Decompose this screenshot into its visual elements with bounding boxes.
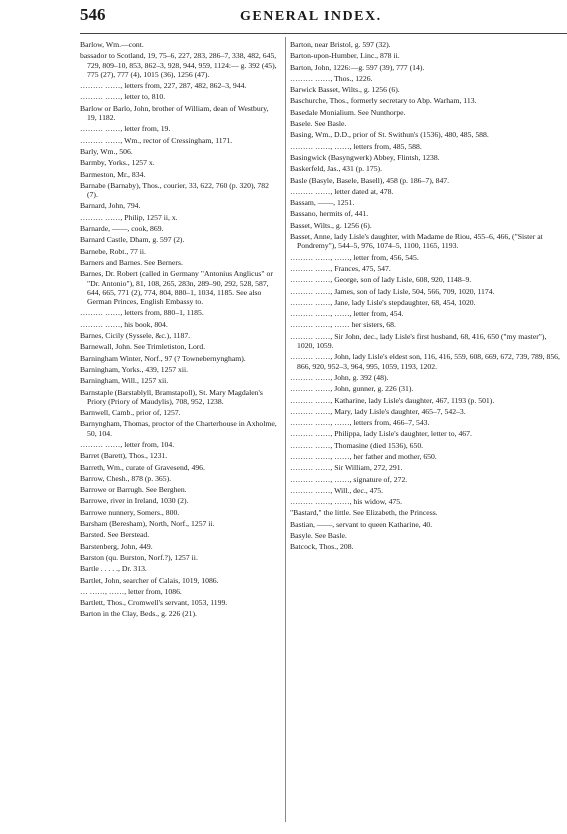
index-entry: ……… ……, ……, his widow, 475. [290,497,403,507]
index-entry: ……… ……, ……, letters from, 466–7, 543. [290,418,430,428]
index-entry: Bartle . . . . ., Dr. 313. [80,564,147,574]
index-entry: Bartlet, John, searcher of Calais, 1019, 1086. [80,575,219,585]
index-entry: Barners and Barnes. See Berners. [80,257,183,267]
index-entry: ……… ……, his book, 804. [80,319,168,329]
index-entry: Barmby, Yorks., 1257 x. [80,158,155,168]
index-entry: Barnstaple (Barstablyll, Bramstapoll), St. Mary Magdalen's Priory (Priory of Maudylis), 708, 952, 1238. [80,387,263,406]
index-entry: Barnwell, Camb., prior of, 1257. [80,408,181,418]
index-column-left [80,40,280,619]
index-entry: ……… ……, Katharine, lady Lisle's daughter, 467, 1193 (p. 501). [290,395,495,405]
index-entry: ……… ……, John, g. 392 (48). [290,372,389,382]
index-entry: Barsted. See Berstead. [80,530,150,540]
index-entry: … ……, ……, letter from, 1086. [80,586,182,596]
index-entry: ……… ……, John, lady Lisle's eldest son, 116, 416, 559, 608, 669, 672, 739, 789, 856, 866, 920, 952–3, 964, 995, 1059, 1193, 1202. [290,352,560,371]
index-entry: ……… ……, Jane, lady Lisle's stepdaughter, 68, 454, 1020. [290,297,476,307]
index-entry: Barnes, Dr. Robert (called in Germany "Antonius Anglicus" or "Dr. Antonio"), 81, 108, 265, 283n, 289–90, 292, 528, 587, 644, 665, 771 (2), 774, 804, 880–1, 1034, 1185. See also German Princes, English Embassy to. [80,269,273,307]
index-entry: Basset, Anne, lady Lisle's daughter, with Madame de Riou, 455–6, 466, ("Sister at Pondremy"), 544–5, 976, 1074–5, 1100, 1165, 1193. [290,232,543,251]
index-entry: Basyle. See Basle. [290,531,347,541]
index-entry: ……… ……, letter to, 810. [80,92,166,102]
index-entry: Barwick Basset, Wilts., g. 1256 (6). [290,85,400,95]
index-entry: ……… ……, Philippa, lady Lisle's daughter, letter to, 467. [290,429,472,439]
index-entry: Basle (Basyle, Basele, Basell), 458 (p. 186–7), 847. [290,175,450,185]
index-entry: ……… ……, James, son of lady Lisle, 504, 566, 709, 1020, 1174. [290,286,495,296]
index-entry: ……… ……, ……, letters from, 485, 588. [290,141,422,151]
index-entry: ……… ……, Sir William, 272, 291. [290,463,403,473]
index-entry: "Bastard," the little. See Elizabeth, the Princess. [290,508,438,518]
index-entry: Basset, Wilts., g. 1256 (6). [290,220,372,230]
index-entry: ……… ……, letter dated at, 478. [290,186,394,196]
index-entry: Barnes, Cicily (Syssele, &c.), 1187. [80,331,191,341]
index-entry: Barston (qu. Burston, Norf.?), 1257 ii. [80,552,198,562]
page-number: 546 [80,5,106,24]
index-entry: ……… ……, letters from, 880–1, 1185. [80,308,204,318]
index-entry: Basingwick (Basyngwerk) Abbey, Flintsh, 1238. [290,152,440,162]
index-entry: bassador to Scotland, 19, 75–6, 227, 283, 286–7, 338, 482, 645, 729, 809–10, 853, 862–3, 928, 944, 959, 1124:— g. 392 (45), 775 (27), 777 (4), 1015 (36), 1256 (47). [80,51,277,79]
index-entry: Barnewall, John. See Trimletiston, Lord. [80,342,206,352]
index-entry: Barton-upon-Humber, Linc., 878 ii. [290,51,400,61]
index-entry: Barton, near Bristol, g. 597 (32). [290,40,391,49]
index-entry: Barnard Castle, Dham, g. 597 (2). [80,235,185,245]
index-entry: Basele. See Basle. [290,119,347,129]
index-entry: Batcock, Thos., 208. [290,542,354,552]
index-entry: ……… ……, Wm., rector of Cressingham, 1171. [80,135,233,145]
index-entry: Barly, Wm., 506. [80,146,133,156]
index-entry: ……… ……, Will., dec., 475. [290,485,384,495]
index-entry: ……… ……, Sir John, dec., lady Lisle's first husband, 68, 416, 650 ("my master"), 1020, 1059. [290,331,547,351]
column-divider [285,37,286,822]
index-entry: Barrowe, river in Ireland, 1030 (2). [80,496,189,506]
index-entry: Baskerfeld, Jas., 431 (p. 175). [290,164,383,174]
index-entry: Barningham, Will., 1257 xii. [80,376,169,386]
index-entry: ……… ……, letters from, 227, 287, 482, 862–3, 944. [80,81,247,91]
index-entry: Bartlett, Thos., Cromwell's servant, 1053, 1199. [80,598,228,608]
index-entry: Barnebe, Robt., 77 ii. [80,246,146,256]
index-entry: Barnyngham, Thomas, proctor of the Charterhouse in Axholme, 50, 104. [80,419,277,438]
page-title: GENERAL INDEX. [240,9,382,24]
header-rule [80,33,567,34]
index-entry: Barreth, Wm., curate of Gravesend, 496. [80,462,205,472]
index-entry: ……… ……, letter from, 104. [80,439,175,449]
page-header [80,5,565,31]
index-entry: Barlow or Barlo, John, brother of William, dean of Westbury, 19, 1182. [80,103,269,123]
index-entry: Bassam, ——, 1251. [290,198,355,208]
index-entry: Barrow, Chesh., 878 (p. 365). [80,473,172,483]
index-entry: Barret (Barett), Thos., 1231. [80,451,168,461]
index-entry: Bassano, hermits of, 441. [290,209,369,219]
index-entry: ……… ……, ……, signature of, 272. [290,474,408,484]
index-entry: Barnard, John, 794. [80,201,141,211]
index-entry: ……… ……, …… her sisters, 68. [290,320,396,330]
index-entry: ……… ……, Thomasine (died 1536), 650. [290,440,424,450]
index-entry: Baschurche, Thos., formerly secretary to Abp. Warham, 113. [290,96,477,106]
index-entry: Barningham, Yorks., 439, 1257 xii. [80,364,189,374]
index-entry: Barton in the Clay, Beds., g. 226 (21). [80,609,197,619]
index-entry: Barstenberg, John, 449. [80,541,153,551]
index-entry: Basing, Wm., D.D., prior of St. Swithun's (1536), 480, 485, 588. [290,130,489,140]
index-entry: ……… ……, letter from, 19. [80,124,171,134]
index-entry: Barlow, Wm.—cont. [80,40,144,49]
index-entry: Barnarde, ——, cook, 869. [80,224,164,234]
index-entry: ……… ……, George, son of lady Lisle, 608, 920, 1148–9. [290,275,472,285]
index-entry: ……… ……, ……, her father and mother, 650. [290,451,437,461]
index-entry: ……… ……, Frances, 475, 547. [290,263,391,273]
index-entry: ……… ……, John, gunner, g. 226 (31). [290,384,414,394]
index-entry: ……… ……, ……, letter from, 456, 545. [290,252,419,262]
index-entry: Barton, John, 1226:—g. 597 (39), 777 (14). [290,62,425,72]
index-entry: ……… ……, Philip, 1257 ii, x. [80,212,178,222]
index-entry: Barmeston, Mr., 834. [80,169,146,179]
index-entry: ……… ……, Mary, lady Lisle's daughter, 465–7, 542–3. [290,406,466,416]
index-column-right [290,40,563,552]
index-entry: Basedale Monialium. See Nunthorpe. [290,107,406,117]
index-entry: Barningham Winter, Norf., 97 (? Townebernyngham). [80,353,246,363]
index-entry: Barsham (Beresham), North, Norf., 1257 ii. [80,519,215,529]
index-entry: ……… ……, ……, letter from, 454. [290,309,404,319]
index-entry: Bastian, ——, servant to queen Katharine, 40. [290,519,433,529]
index-entry: Barnabe (Barnaby), Thos., courier, 33, 622, 760 (p. 320), 782 (7). [80,180,269,200]
index-entry: ……… ……, Thos., 1226. [290,73,373,83]
index-entry: Barrowe or Barrugh. See Berghen. [80,485,187,495]
index-entry: Barrowe nunnery, Somers., 800. [80,507,180,517]
